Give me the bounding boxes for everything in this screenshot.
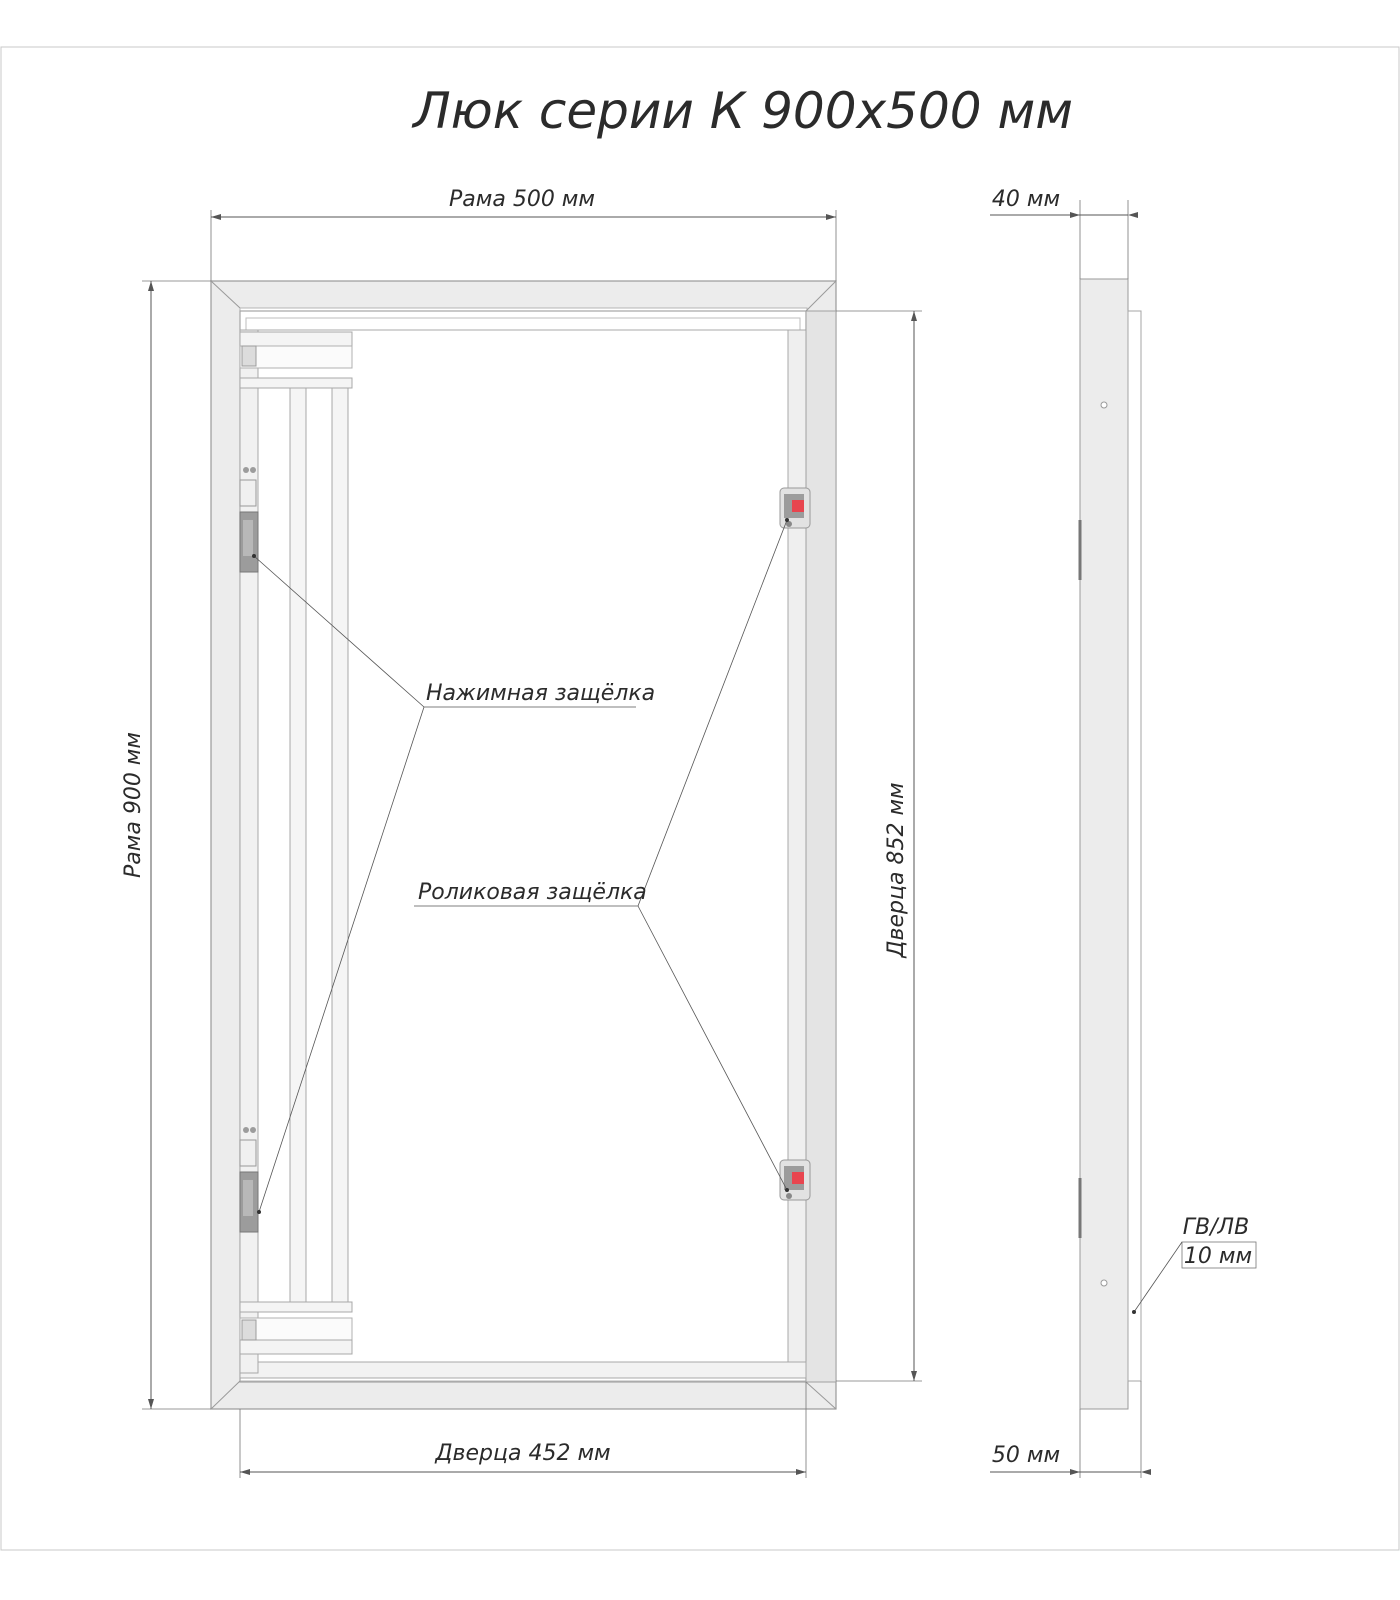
top-crossbar-1	[240, 332, 352, 346]
dim-door-height	[836, 311, 922, 1381]
dim-frame-width	[211, 187, 836, 281]
front-view	[121, 187, 922, 1478]
bottom-profile	[240, 1362, 806, 1378]
top-crossbar-3	[240, 378, 352, 388]
right-profile	[788, 330, 806, 1373]
side-board	[1128, 311, 1141, 1381]
frame-width-label: Рама 500 мм	[449, 187, 595, 212]
side-screw-top	[1101, 402, 1107, 408]
side-screw-bottom	[1101, 1280, 1107, 1286]
vertical-bar-1	[290, 385, 306, 1305]
depth-top-label: 40 мм	[991, 187, 1061, 212]
push-latch-bottom	[240, 1127, 258, 1232]
drawing-title: Люк серии К 900х500 мм	[413, 82, 1073, 140]
bottom-hinge	[242, 1320, 256, 1340]
top-hinge	[242, 346, 256, 366]
door-width-label: Дверца 452 мм	[435, 1441, 611, 1466]
roller-latch-top	[780, 488, 810, 528]
right-profile-outer	[806, 311, 836, 1382]
bottom-crossbar-3	[240, 1340, 352, 1354]
top-crossbar-2	[240, 346, 352, 368]
roller-latch-bottom	[780, 1160, 810, 1200]
door-height-label: Дверца 852 мм	[884, 782, 909, 958]
depth-bottom-label: 50 мм	[991, 1443, 1061, 1468]
board-callout	[1132, 1215, 1256, 1314]
bottom-crossbar-1	[240, 1302, 352, 1312]
board-label-line2: 10 мм	[1183, 1244, 1253, 1269]
board-label-line1: ГВ/ЛВ	[1182, 1215, 1250, 1240]
side-view	[990, 187, 1256, 1478]
side-frame	[1080, 279, 1128, 1409]
frame-height-label: Рама 900 мм	[121, 732, 146, 878]
vertical-bar-2	[332, 385, 348, 1305]
frame-opening	[240, 308, 807, 1381]
roller-latch-label: Роликовая защёлка	[418, 880, 647, 905]
dim-frame-height	[121, 281, 211, 1409]
bottom-crossbar-2	[240, 1318, 352, 1340]
dim-depth-top	[990, 187, 1138, 279]
push-latch-label: Нажимная защёлка	[426, 681, 656, 706]
